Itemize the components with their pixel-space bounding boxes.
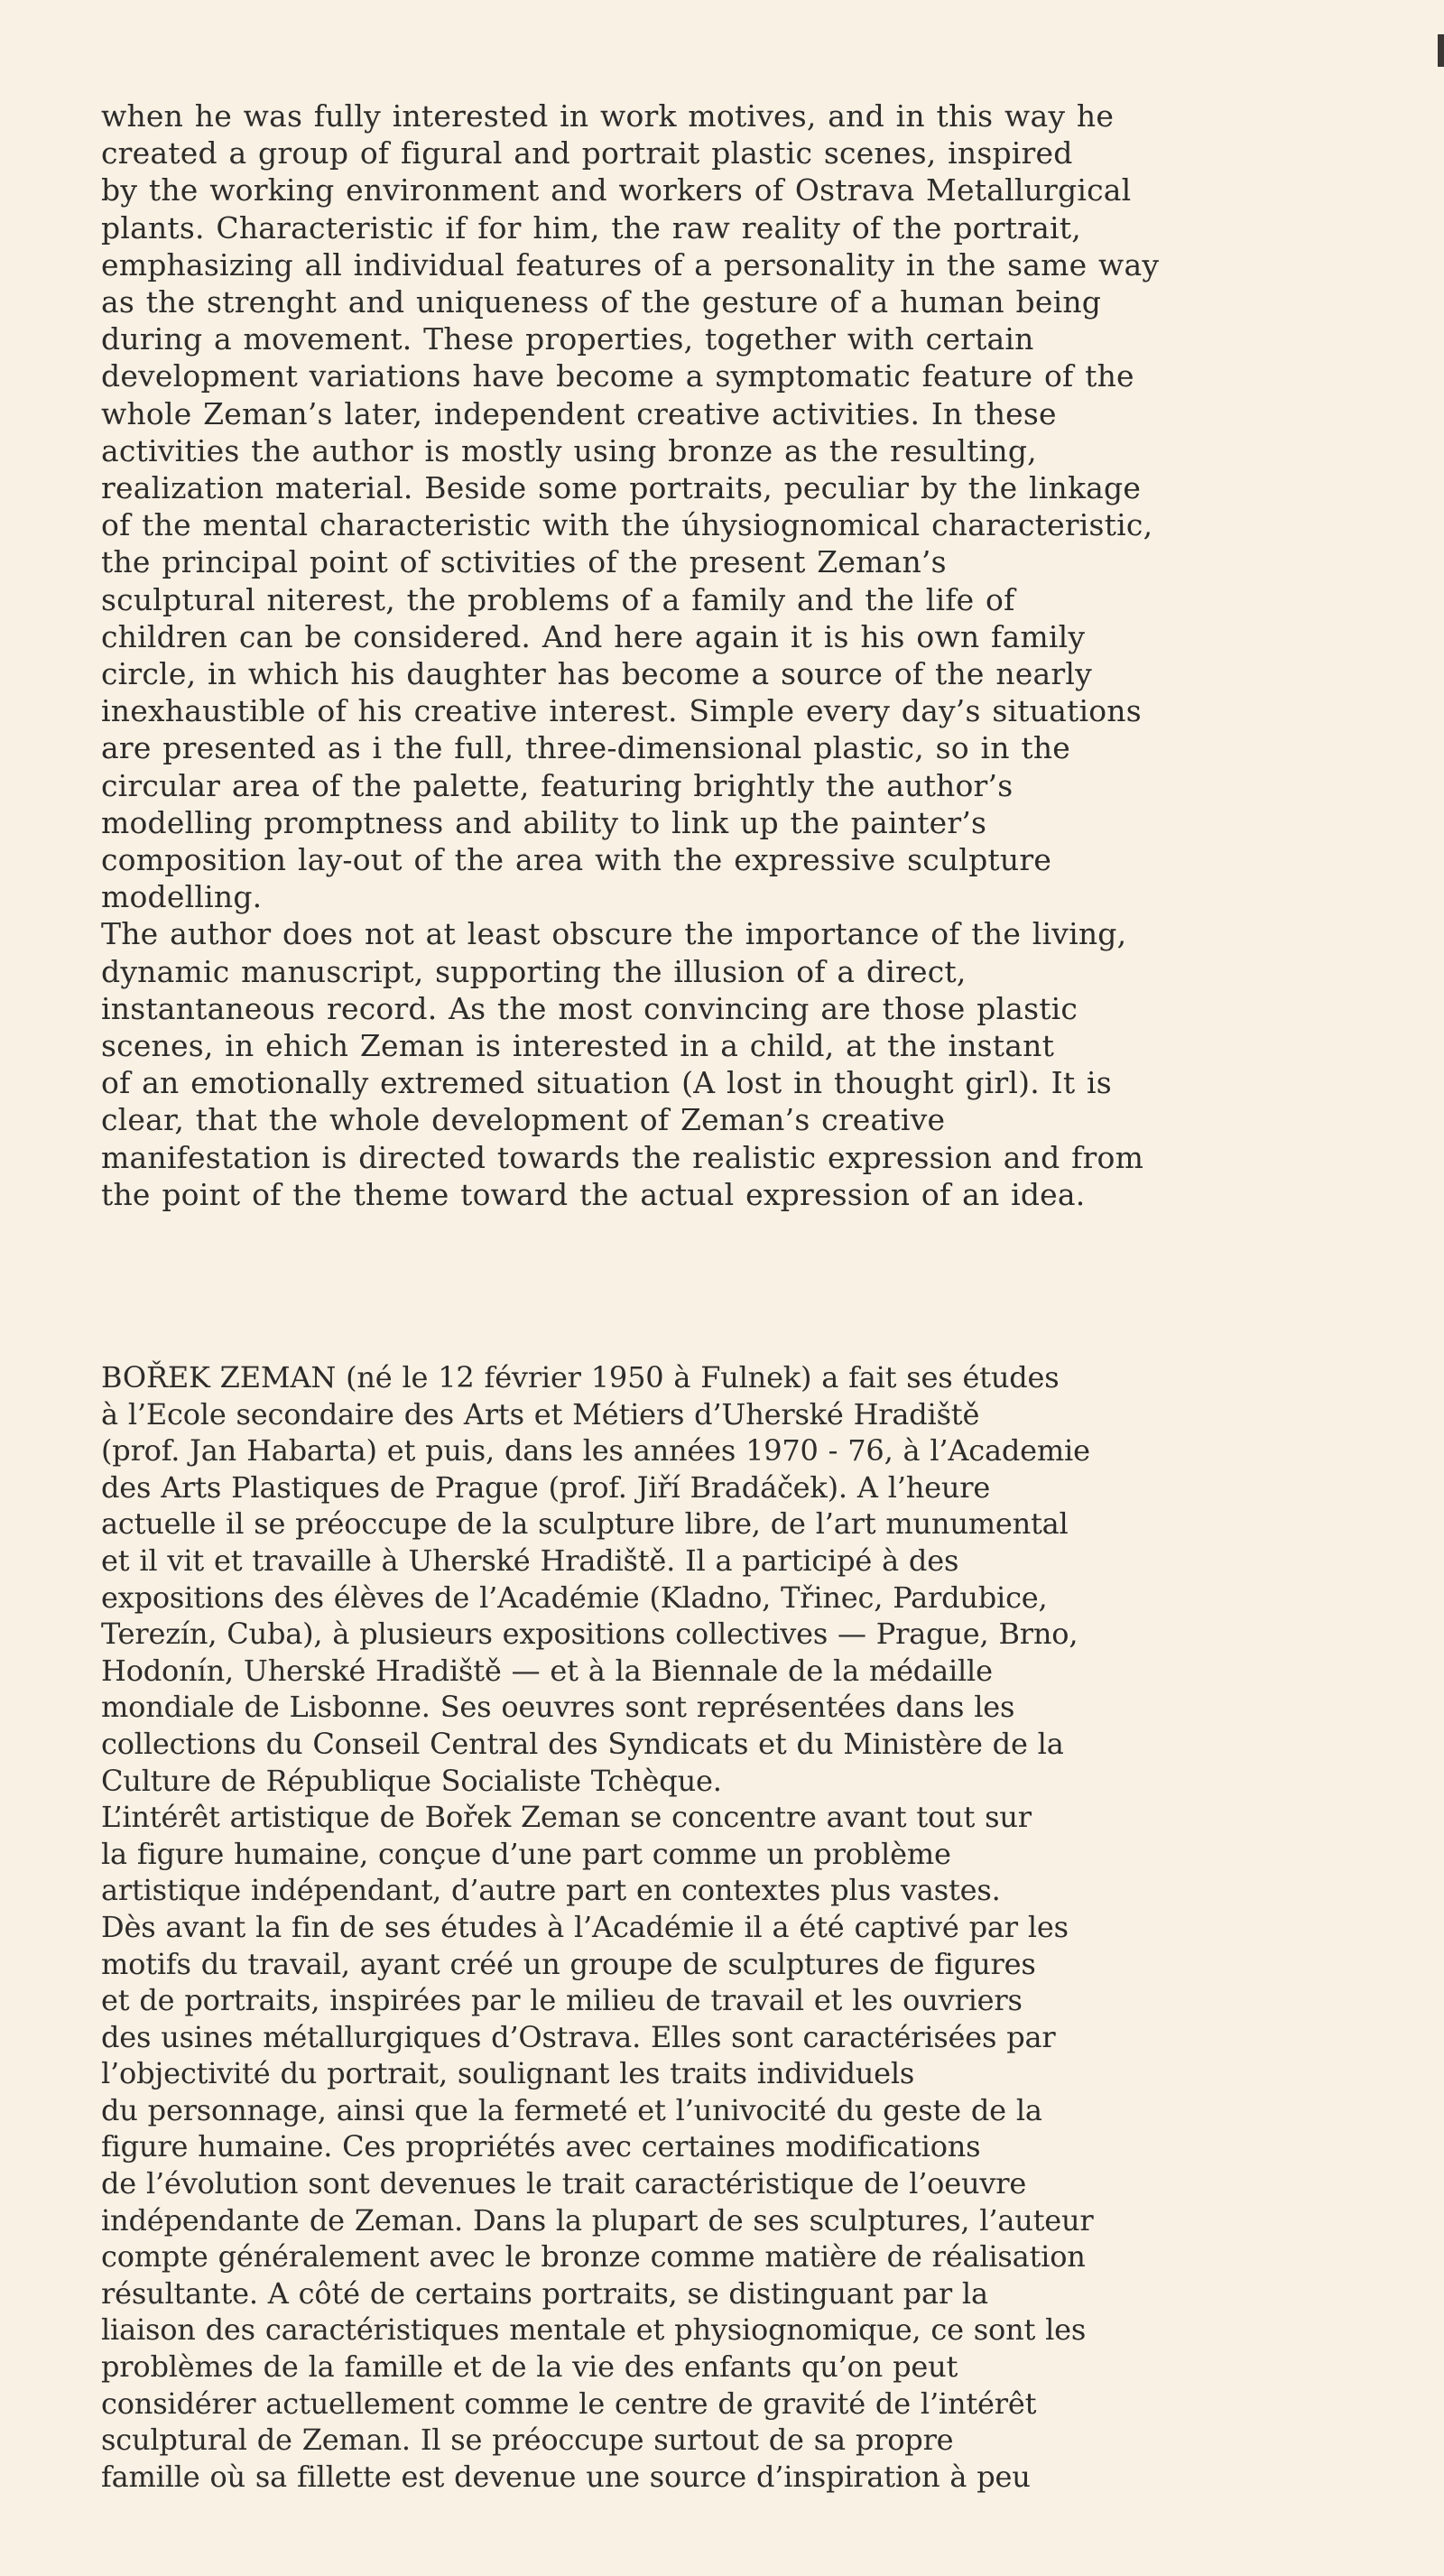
text-line: collections du Conseil Central des Syndicats et du Ministère de la xyxy=(101,1726,1064,1761)
text-line: Terezín, Cuba), à plusieurs expositions collectives — Prague, Brno, xyxy=(101,1617,1078,1652)
text-line: des usines métallurgiques d’Ostrava. Elles sont caractérisées par xyxy=(101,2019,1056,2054)
text-line: activities the author is mostly using bronze as the resulting, xyxy=(101,432,1037,468)
text-line: des Arts Plastiques de Prague (prof. Jiří Bradáček). A l’heure xyxy=(101,1469,991,1505)
text-line: l’objectivité du portrait, soulignant les traits individuels xyxy=(101,2056,915,2091)
text-line: children can be considered. And here again it is his own family xyxy=(101,618,1086,654)
text-line: (prof. Jan Habarta) et puis, dans les années 1970 - 76, à l’Academie xyxy=(101,1433,1090,1469)
text-line: inexhaustible of his creative interest. Simple every day’s situations xyxy=(101,693,1142,729)
text-line: created a group of figural and portrait plastic scenes, inspired xyxy=(101,135,1073,171)
text-line: The author does not at least obscure the importance of the living, xyxy=(101,916,1127,952)
text-line: the point of the theme toward the actual expression of an idea. xyxy=(101,1176,1086,1212)
text-line: la figure humaine, conçue d’une part comme un problème xyxy=(101,1836,951,1871)
text-line: of the mental characteristic with the úhysiognomical characteristic, xyxy=(101,507,1153,543)
text-line: manifestation is directed towards the realistic expression and from xyxy=(101,1139,1144,1175)
text-line: liaison des caractéristiques mentale et physiognomique, ce sont les xyxy=(101,2312,1087,2348)
text-line: Hodonín, Uherské Hradiště — et à la Biennale de la médaille xyxy=(101,1653,993,1688)
text-line: development variations have become a symptomatic feature of the xyxy=(101,358,1134,394)
text-line: emphasizing all individual features of a personality in the same way xyxy=(101,246,1160,283)
text-line: compte généralement avec le bronze comme matière de réalisation xyxy=(101,2239,1086,2275)
text-line: et il vit et travaille à Uherské Hradiště. Il a participé à des xyxy=(101,1543,959,1578)
text-line: whole Zeman’s later, independent creative activities. In these xyxy=(101,395,1057,431)
text-line: when he was fully interested in work motives, and in this way he xyxy=(101,98,1115,134)
text-line: mondiale de Lisbonne. Ses oeuvres sont représentées dans les xyxy=(101,1690,1015,1725)
french-text-section xyxy=(101,1359,1365,2495)
text-line: du personnage, ainsi que la fermeté et l’univocité du geste de la xyxy=(101,2092,1042,2127)
text-line: are presented as i the full, three-dimensional plastic, so in the xyxy=(101,730,1071,766)
text-line: instantaneous record. As the most convincing are those plastic xyxy=(101,990,1078,1026)
text-line: résultante. A côté de certains portraits, se distinguant par la xyxy=(101,2275,988,2311)
text-line: during a movement. These properties, together with certain xyxy=(101,321,1034,357)
text-line: circular area of the palette, featuring brightly the author’s xyxy=(101,767,1014,803)
text-line: indépendante de Zeman. Dans la plupart de ses sculptures, l’auteur xyxy=(101,2202,1094,2238)
text-line: considérer actuellement comme le centre de gravité de l’intérêt xyxy=(101,2386,1037,2421)
page-edge-mark xyxy=(1438,34,1444,67)
text-line: modelling. xyxy=(101,879,263,915)
text-line: famille où sa fillette est devenue une source d’inspiration à peu xyxy=(101,2459,1031,2494)
text-line: by the working environment and workers of Ostrava Metallurgical xyxy=(101,172,1132,208)
text-line: expositions des élèves de l’Académie (Kladno, Třinec, Pardubice, xyxy=(101,1580,1048,1615)
text-line: de l’évolution sont devenues le trait caractéristique de l’oeuvre xyxy=(101,2166,1027,2201)
text-line: realization material. Beside some portraits, peculiar by the linkage xyxy=(101,470,1142,506)
text-line: à l’Ecole secondaire des Arts et Métiers d’Uherské Hradiště xyxy=(101,1396,980,1432)
english-text-section xyxy=(101,97,1365,1213)
text-line: as the strenght and uniqueness of the gesture of a human being xyxy=(101,284,1102,320)
text-line: sculptural de Zeman. Il se préoccupe surtout de sa propre xyxy=(101,2423,954,2458)
text-line: BOŘEK ZEMAN (né le 12 février 1950 à Fulnek) a fait ses études xyxy=(101,1360,1060,1395)
text-line: scenes, in ehich Zeman is interested in a child, at the instant xyxy=(101,1028,1055,1064)
text-line: Culture de République Socialiste Tchèque. xyxy=(101,1763,722,1798)
text-line: artistique indépendant, d’autre part en contextes plus vastes. xyxy=(101,1873,1001,1908)
text-line: of an emotionally extremed situation (A lost in thought girl). It is xyxy=(101,1065,1112,1101)
text-line: plants. Characteristic if for him, the raw reality of the portrait, xyxy=(101,209,1081,246)
text-line: circle, in which his daughter has become a source of the nearly xyxy=(101,656,1092,692)
text-line: et de portraits, inspirées par le milieu de travail et les ouvriers xyxy=(101,1983,1023,2018)
text-line: motifs du travail, ayant créé un groupe de sculptures de figures xyxy=(101,1946,1036,1981)
text-line: problèmes de la famille et de la vie des enfants qu’on peut xyxy=(101,2349,958,2385)
text-line: sculptural niterest, the problems of a family and the life of xyxy=(101,581,1015,617)
text-line: actuelle il se préoccupe de la sculpture libre, de l’art munumental xyxy=(101,1506,1069,1542)
text-line: clear, that the whole development of Zeman’s creative xyxy=(101,1102,946,1138)
text-line: modelling promptness and ability to link up the painter’s xyxy=(101,804,987,840)
text-line: dynamic manuscript, supporting the illusion of a direct, xyxy=(101,953,967,989)
text-line: figure humaine. Ces propriétés avec certaines modifications xyxy=(101,2129,981,2164)
text-line: composition lay-out of the area with the expressive sculpture xyxy=(101,842,1052,878)
text-line: L’intérêt artistique de Bořek Zeman se concentre avant tout sur xyxy=(101,1800,1032,1835)
text-line: Dès avant la fin de ses études à l’Académie il a été captivé par les xyxy=(101,1909,1069,1944)
text-line: the principal point of sctivities of the present Zeman’s xyxy=(101,544,947,580)
